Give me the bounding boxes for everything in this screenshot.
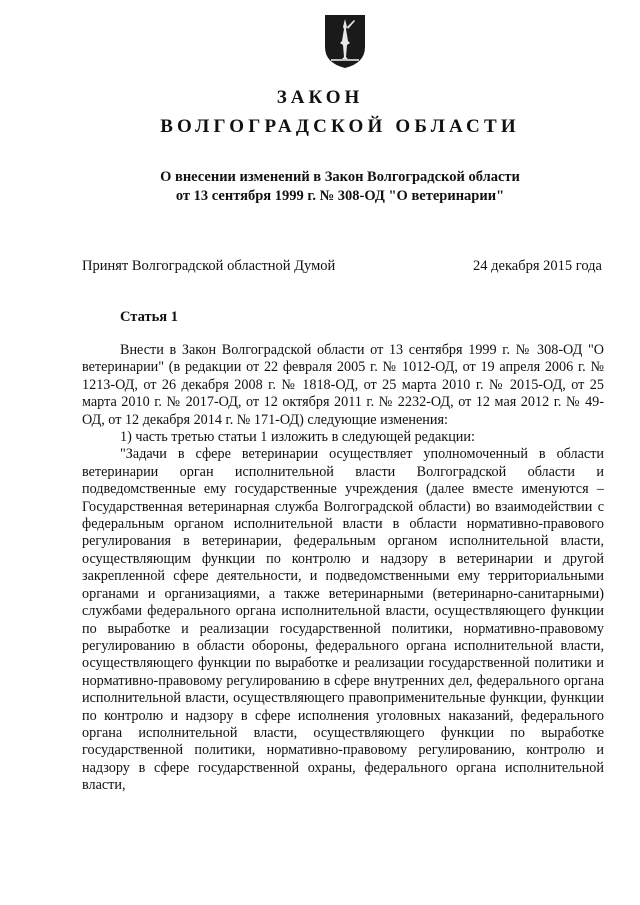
law-subtitle [0, 168, 640, 206]
article-heading: Статья 1 [120, 309, 178, 325]
article-body [82, 342, 604, 795]
subtitle-line-1: О внесении изменений в Закон Волгоградской области [160, 169, 520, 185]
subtitle-line-2: от 13 сентября 1999 г. № 308-ОД "О ветеринарии" [175, 188, 505, 204]
adopted-date: 24 декабря 2015 года [473, 258, 602, 274]
adopted-by: Принят Волгоградской областной Думой [82, 258, 336, 274]
paragraph-quote: "Задачи в сфере ветеринарии осуществляет уполномоченный в области ветеринарии орган исполнительной власти Волгоградской области и подведомственные ему государственные учреждения (далее вместе именуются – Государственная ветеринарная служба Волгоградской области) во взаимодействии с федеральным органом исполнительной власти в области нормативно-правового регулирования в ветеринарии, федеральным органом исполнительной власти, осуществляющим функции по контролю и надзору в ветеринарии и другой закрепленной сфере деятельности, и подведомственными ему территориальными органами и организациями, а также ветеринарными (ветеринарно-санитарными) службами федерального органа исполнительной власти, осуществляющего функции по выработке и реализации государственной политики, нормативно-правовому регулированию в области обороны, федерального органа исполнительной власти, осуществляющего функции по выработке и реализации государственной политики и нормативно-правовому регулированию в сфере внутренних дел, федерального органа исполнительной власти, осуществляющего правоприменительные функции, функции по контролю и надзору в сфере исполнения уголовных наказаний, федерального органа исполнительной власти, осуществляющего функции по выработке государственной политики, нормативно-правовому регулированию, контролю и надзору в сфере государственной охраны, федерального органа исполнительной власти, [82, 446, 604, 794]
law-title: ЗАКОН [276, 87, 364, 108]
paragraph-item-1: 1) часть третью статьи 1 изложить в следующей редакции: [120, 429, 475, 446]
region-title: ВОЛГОГРАДСКОЙ ОБЛАСТИ [160, 116, 520, 137]
volgograd-coat-of-arms-icon [323, 13, 367, 69]
paragraph-intro: Внести в Закон Волгоградской области от 13 сентября 1999 г. № 308-ОД "О ветеринарии" (в редакции от 22 февраля 2005 г. № 1012-ОД, от 19 апреля 2006 г. № 1213-ОД, от 26 декабря 2008 г. № 1818-ОД, от 25 марта 2010 г. № 2015-ОД, от 25 марта 2010 г. № 2017-ОД, от 12 октября 2011 г. № 2232-ОД, от 12 мая 2012 г. № 49-ОД, от 12 декабря 2014 г. № 171-ОД) следующие изменения: [82, 342, 604, 428]
